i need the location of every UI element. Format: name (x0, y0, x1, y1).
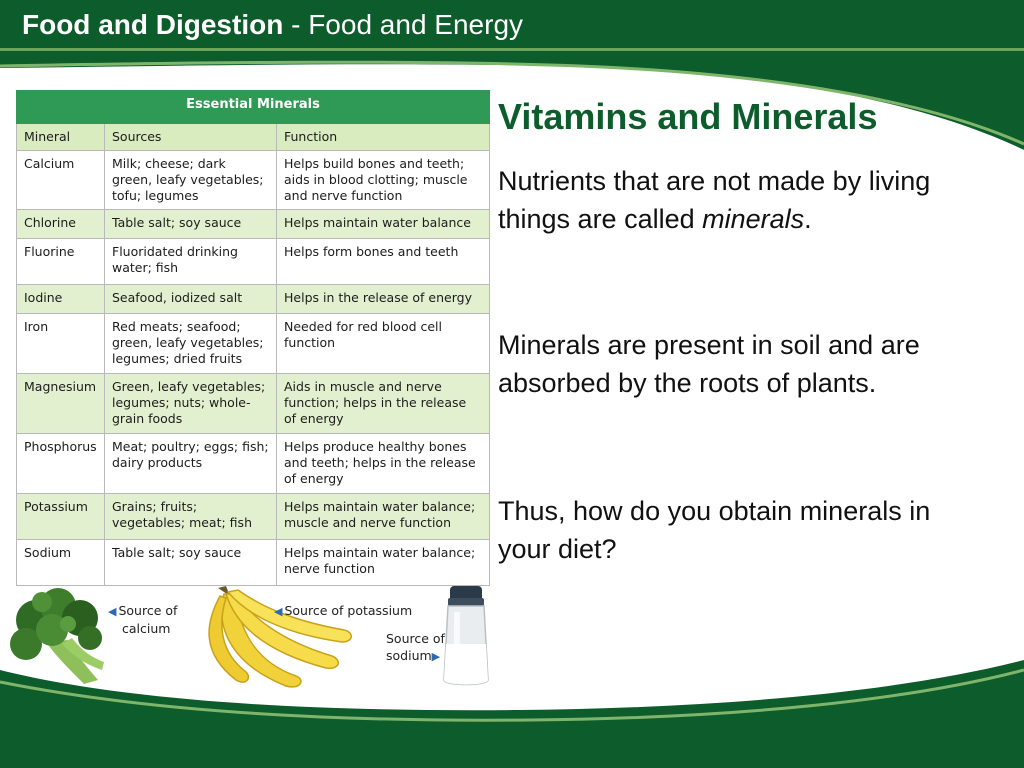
cell-mineral: Iodine (17, 285, 105, 314)
label-sodium-line1: Source of (386, 631, 445, 646)
cell-function: Helps maintain water balance (277, 210, 490, 239)
slide-title: Vitamins and Minerals (498, 96, 878, 137)
cell-function: Helps build bones and teeth; aids in blood clotting; muscle and nerve function (277, 151, 490, 210)
cell-mineral: Chlorine (17, 210, 105, 239)
cell-sources: Table salt; soy sauce (105, 540, 277, 586)
label-sodium-line2: sodium (386, 648, 432, 663)
label-potassium-text: Source of potassium (284, 603, 413, 618)
label-source-sodium (386, 630, 445, 665)
paragraph-minerals-soil: Minerals are present in soil and are absorbed by the roots of plants. (498, 330, 920, 398)
table-row-sodium (17, 540, 490, 586)
cell-function: Helps maintain water balance; nerve function (277, 540, 490, 586)
column-header-sources: Sources (105, 124, 277, 151)
header-title-main: Food and Digestion (22, 9, 284, 40)
cell-function: Helps form bones and teeth (277, 239, 490, 285)
caption-arrow-right-icon: ▶ (431, 650, 441, 663)
label-calcium-line1: Source of (118, 603, 178, 618)
cell-mineral: Magnesium (17, 374, 105, 434)
table-row-calcium (17, 151, 490, 210)
definition-text: Nutrients that are not made by living things are called (498, 166, 931, 234)
cell-sources: Table salt; soy sauce (105, 210, 277, 239)
column-header-function: Function (277, 124, 490, 151)
cell-mineral: Calcium (17, 151, 105, 210)
header-title-sub: - Food and Energy (291, 9, 524, 40)
bananas-image (196, 582, 356, 692)
label-calcium-line2: calcium (122, 621, 171, 636)
header-title (22, 9, 523, 41)
term-minerals: minerals (702, 204, 805, 234)
table-header-row (17, 124, 490, 151)
cell-function: Aids in muscle and nerve function; helps in the release of energy (277, 374, 490, 434)
table-caption: Essential Minerals (17, 91, 490, 124)
cell-function: Helps in the release of energy (277, 285, 490, 314)
table-row-fluorine (17, 239, 490, 285)
caption-arrow-left-icon (108, 603, 118, 618)
column-header-mineral: Mineral (17, 124, 105, 151)
caption-arrow-left-icon (274, 603, 284, 618)
cell-function: Needed for red blood cell function (277, 314, 490, 374)
label-source-potassium (274, 602, 412, 620)
table-row-chlorine (17, 210, 490, 239)
essential-minerals-table (16, 90, 490, 586)
cell-mineral: Phosphorus (17, 434, 105, 494)
cell-mineral: Potassium (17, 494, 105, 540)
label-source-calcium (108, 602, 177, 637)
cell-sources: Red meats; seafood; green, leafy vegetables; legumes; dried fruits (105, 314, 277, 374)
salt-shaker-image (440, 584, 492, 688)
cell-mineral: Sodium (17, 540, 105, 586)
definition-period: . (804, 204, 812, 234)
cell-function: Helps produce healthy bones and teeth; helps in the release of energy (277, 434, 490, 494)
table-row-iron (17, 314, 490, 374)
cell-sources: Meat; poultry; eggs; fish; dairy products (105, 434, 277, 494)
table-row-potassium (17, 494, 490, 540)
cell-sources: Grains; fruits; vegetables; meat; fish (105, 494, 277, 540)
cell-sources: Fluoridated drinking water; fish (105, 239, 277, 285)
cell-mineral: Fluorine (17, 239, 105, 285)
cell-function: Helps maintain water balance; muscle and nerve function (277, 494, 490, 540)
table-row-phosphorus (17, 434, 490, 494)
cell-sources: Green, leafy vegetables; legumes; nuts; whole-grain foods (105, 374, 277, 434)
cell-sources: Milk; cheese; dark green, leafy vegetables; tofu; legumes (105, 151, 277, 210)
broccoli-image (6, 584, 114, 690)
cell-mineral: Iron (17, 314, 105, 374)
table-row-magnesium (17, 374, 490, 434)
footer-swoosh (0, 630, 1024, 768)
cell-sources: Seafood, iodized salt (105, 285, 277, 314)
paragraph-question: Thus, how do you obtain minerals in your diet? (498, 496, 931, 564)
paragraph-minerals-definition (498, 162, 968, 238)
table-row-iodine (17, 285, 490, 314)
